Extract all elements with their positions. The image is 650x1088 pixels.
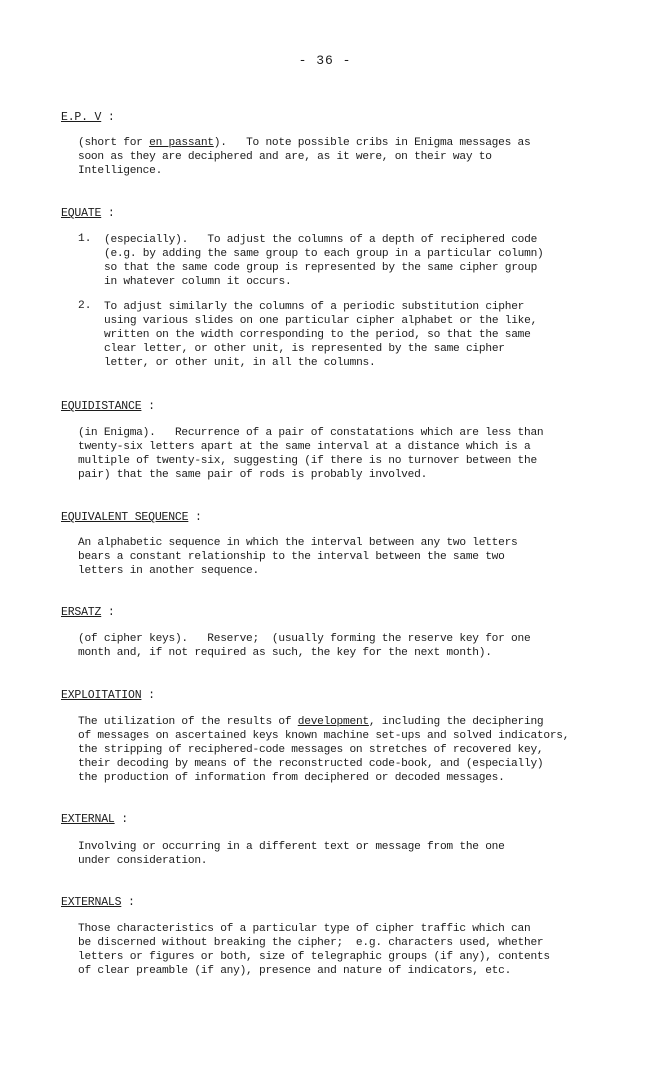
term-ersatz: ERSATZ : [61,606,115,619]
definition-equate-1: (especially). To adjust the columns of a depth of reciphered code (e.g. by adding the same group to each group in a particular column) so that the same code group is represented by the same cipher group in whatever column it occurs. [104,234,544,288]
page-number: - 36 - [298,53,352,68]
item-number-1: 1. [78,233,92,245]
definition-equidistance: (in Enigma). Recurrence of a pair of constatations which are less than twenty-six letters apart at the same interval at a distance which is a multiple of twenty-six, suggesting (if there is no turnover between the pair) that the same pair of rods is probably involved. [78,427,544,481]
definition-externals: Those characteristics of a particular type of cipher traffic which can be discerned without breaking the cipher; e.g. characters used, whether letters or figures or both, size of telegraphic groups (if any), contents of clear preamble (if any), presence and nature of indicators, etc. [78,923,550,977]
item-number-2: 2. [78,300,92,312]
definition-equate-2: To adjust similarly the columns of a periodic substitution cipher using various slides on one particular cipher alphabet or the like, written on the width corresponding to the period, so that the same clear letter, or other unit, is represented by the same cipher letter, or other unit, in all the columns. [104,301,538,369]
definition-equivalent-sequence: An alphabetic sequence in which the interval between any two letters bears a constant relationship to the interval between the same two letters in another sequence. [78,537,518,577]
definition-ersatz: (of cipher keys). Reserve; (usually forming the reserve key for one month and, if not required as such, the key for the next month). [78,633,531,659]
term-ep-v: E.P. V : [61,111,115,124]
term-equivalent-sequence: EQUIVALENT SEQUENCE : [61,511,202,524]
term-equate: EQUATE : [61,207,115,220]
definition-ep-v: (short for en passant). To note possible cribs in Enigma messages as soon as they are deciphered and are, as it were, on their way to Intelligence. [78,137,531,177]
definition-exploitation: The utilization of the results of development, including the deciphering of messages on ascertained keys known machine set-ups and solved indicators, the stripping of reciphered-code messages on stretches of recovered key, their decoding by means of the reconstructed code-book, and (especially) the production of information from deciphered or decoded messages. [78,716,570,784]
term-exploitation: EXPLOITATION : [61,689,155,702]
definition-external: Involving or occurring in a different text or message from the one under consideration. [78,841,505,867]
term-equidistance: EQUIDISTANCE : [61,400,155,413]
term-external: EXTERNAL : [61,813,129,826]
term-externals: EXTERNALS : [61,896,135,909]
